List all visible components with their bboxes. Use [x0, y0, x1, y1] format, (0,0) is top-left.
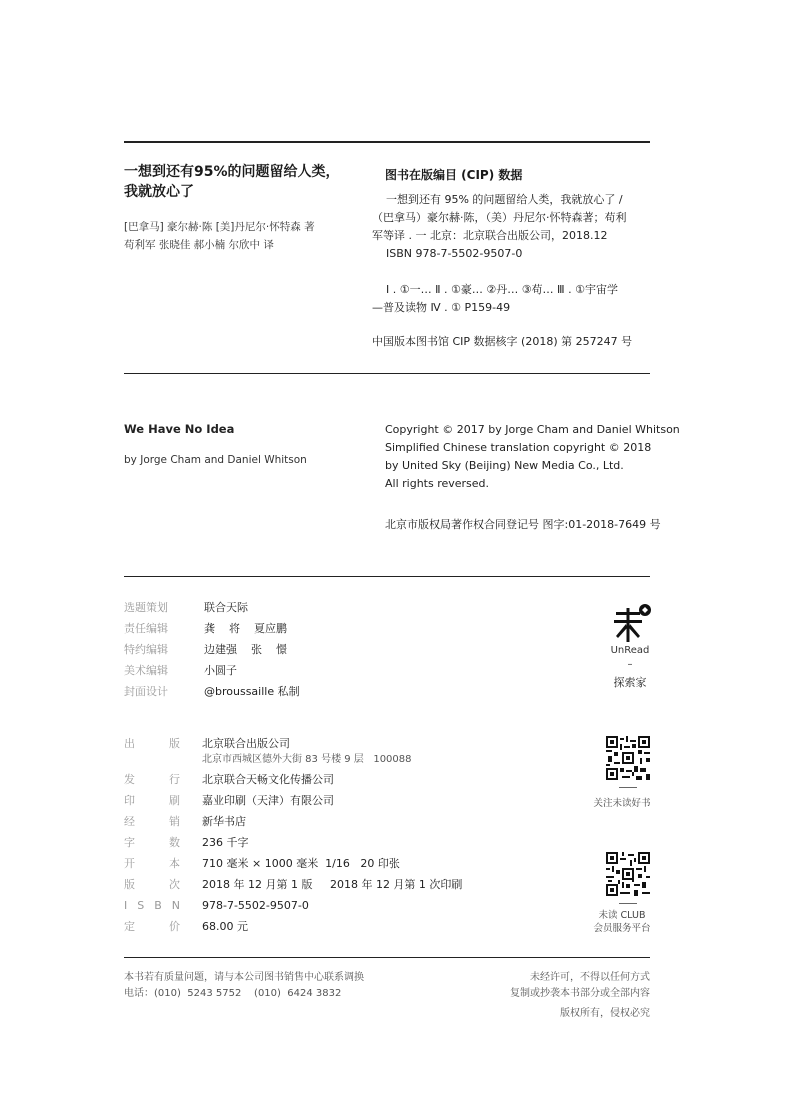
qr-caption-1: 关注未读好书 — [593, 798, 651, 809]
book-title-line1: 一想到还有95%的问题留给人类， — [124, 164, 340, 180]
qr-code-icon[interactable] — [606, 852, 650, 896]
pub-value: 新华书店 — [202, 815, 246, 828]
bottom-rule — [124, 957, 650, 958]
cip-para2-line1: Ⅰ . ①一… Ⅱ . ①豪… ②丹… ③苟… Ⅲ . ①宇宙学 — [372, 283, 618, 296]
copyright-line2: Simplified Chinese translation copyright © 2018 — [385, 441, 652, 454]
pub-label: 开 本 — [124, 857, 180, 870]
footer-rights-line2: 复制或抄袭本书部分或全部内容 — [510, 988, 650, 999]
cip-heading: 图书在版编目 (CIP) 数据 — [385, 168, 523, 182]
pub-label: 字 数 — [124, 836, 180, 849]
pub-value: 710 毫米 × 1000 毫米 1/16 20 印张 — [202, 857, 400, 870]
pub-value: 68.00 元 — [202, 920, 248, 933]
footer-quality-notice: 本书若有质量问题，请与本公司图书销售中心联系调换 — [124, 972, 364, 983]
qr-caption-2-line2: 会员服务平台 — [593, 923, 651, 934]
staff-label: 责任编辑 — [124, 622, 168, 635]
staff-value: @broussaille 私制 — [204, 685, 300, 698]
copyright-block — [385, 421, 680, 493]
cip-para1-line2: （巴拿马）豪尔赫·陈，（美）丹尼尔·怀特森著；苟利 — [372, 211, 627, 224]
cip-para2 — [372, 281, 652, 317]
cip-para2-line2: —普及读物 Ⅳ . ① P159-49 — [372, 301, 511, 314]
logo-brand-cn: 探索家 — [613, 676, 647, 689]
cip-isbn: ISBN 978-7-5502-9507-0 — [372, 247, 523, 260]
pub-label: 版 次 — [124, 878, 180, 891]
pub-value: 北京联合天畅文化传播公司 — [202, 773, 334, 786]
cip-para3: 中国版本图书馆 CIP 数据核字 (2018) 第 257247 号 — [372, 335, 633, 348]
pub-label: 经 销 — [124, 815, 180, 828]
qr-separator — [619, 787, 637, 788]
logo-brand-en: UnRead — [610, 645, 650, 656]
qr-caption-2 — [570, 909, 674, 935]
pub-value: 236 千字 — [202, 836, 249, 849]
cip-para1-line3: 军等译 . 一 北京：北京联合出版公司，2018.12 — [372, 229, 608, 242]
rule-after-english — [124, 576, 650, 577]
footer-rights-line1: 未经许可，不得以任何方式 — [530, 972, 650, 983]
copyright-registration: 北京市版权局著作权合同登记号 图字:01-2018-7649 号 — [385, 518, 661, 531]
qr-separator — [619, 903, 637, 904]
staff-value: 小圆子 — [204, 664, 237, 677]
copyright-line3: by United Sky (Beijing) New Media Co., Ltd. — [385, 459, 624, 472]
pub-value: 北京联合出版公司 — [202, 737, 290, 750]
pub-label: I S B N — [124, 899, 180, 912]
top-rule — [124, 141, 650, 143]
pub-value: 978-7-5502-9507-0 — [202, 899, 309, 912]
authors-line2: 苟利军 张晓佳 郝小楠 尔欣中 译 — [124, 239, 274, 251]
staff-label: 选题策划 — [124, 601, 168, 614]
staff-value: 边建强 张 憬 — [204, 643, 287, 656]
staff-label: 特约编辑 — [124, 643, 168, 656]
staff-label: 美术编辑 — [124, 664, 168, 677]
book-title-line2: 我就放心了 — [124, 184, 194, 200]
footer-rights-line3: 版权所有，侵权必究 — [560, 1008, 650, 1019]
unread-logo-icon — [612, 602, 652, 646]
pub-label: 定 价 — [124, 920, 180, 933]
qr-caption-2-line1: 未读 CLUB — [598, 910, 646, 921]
logo-dash: – — [627, 659, 633, 670]
english-authors: by Jorge Cham and Daniel Whitson — [124, 454, 307, 466]
pub-value: 2018 年 12 月第 1 版 2018 年 12 月第 1 次印刷 — [202, 878, 463, 891]
pub-label: 出 版 — [124, 737, 180, 750]
rule-after-cip — [124, 373, 650, 374]
staff-label: 封面设计 — [124, 685, 168, 698]
footer-left — [124, 970, 364, 1002]
footer-right — [510, 970, 650, 1022]
book-authors — [124, 218, 315, 254]
english-title: We Have No Idea — [124, 422, 235, 436]
cip-para1 — [372, 191, 652, 263]
footer-phone: 电话：(010) 5243 5752 (010) 6424 3832 — [124, 988, 342, 999]
pub-label: 印 刷 — [124, 794, 180, 807]
copyright-line1: Copyright © 2017 by Jorge Cham and Daniel Whitson — [385, 423, 680, 436]
pub-value: 嘉业印刷（天津）有限公司 — [202, 794, 334, 807]
publisher-address: 北京市西城区德外大街 83 号楼 9 层 100088 — [202, 754, 412, 765]
staff-value: 龚 将 夏应鹏 — [204, 622, 287, 635]
pub-label: 发 行 — [124, 773, 180, 786]
book-title — [124, 162, 340, 202]
copyright-line4: All rights reversed. — [385, 477, 490, 490]
staff-value: 联合天际 — [204, 601, 248, 614]
qr-code-icon[interactable] — [606, 736, 650, 780]
cip-para1-line1: 一想到还有 95% 的问题留给人类，我就放心了 / — [372, 193, 623, 206]
authors-line1: [巴拿马] 豪尔赫·陈 [美]丹尼尔·怀特森 著 — [124, 221, 315, 233]
